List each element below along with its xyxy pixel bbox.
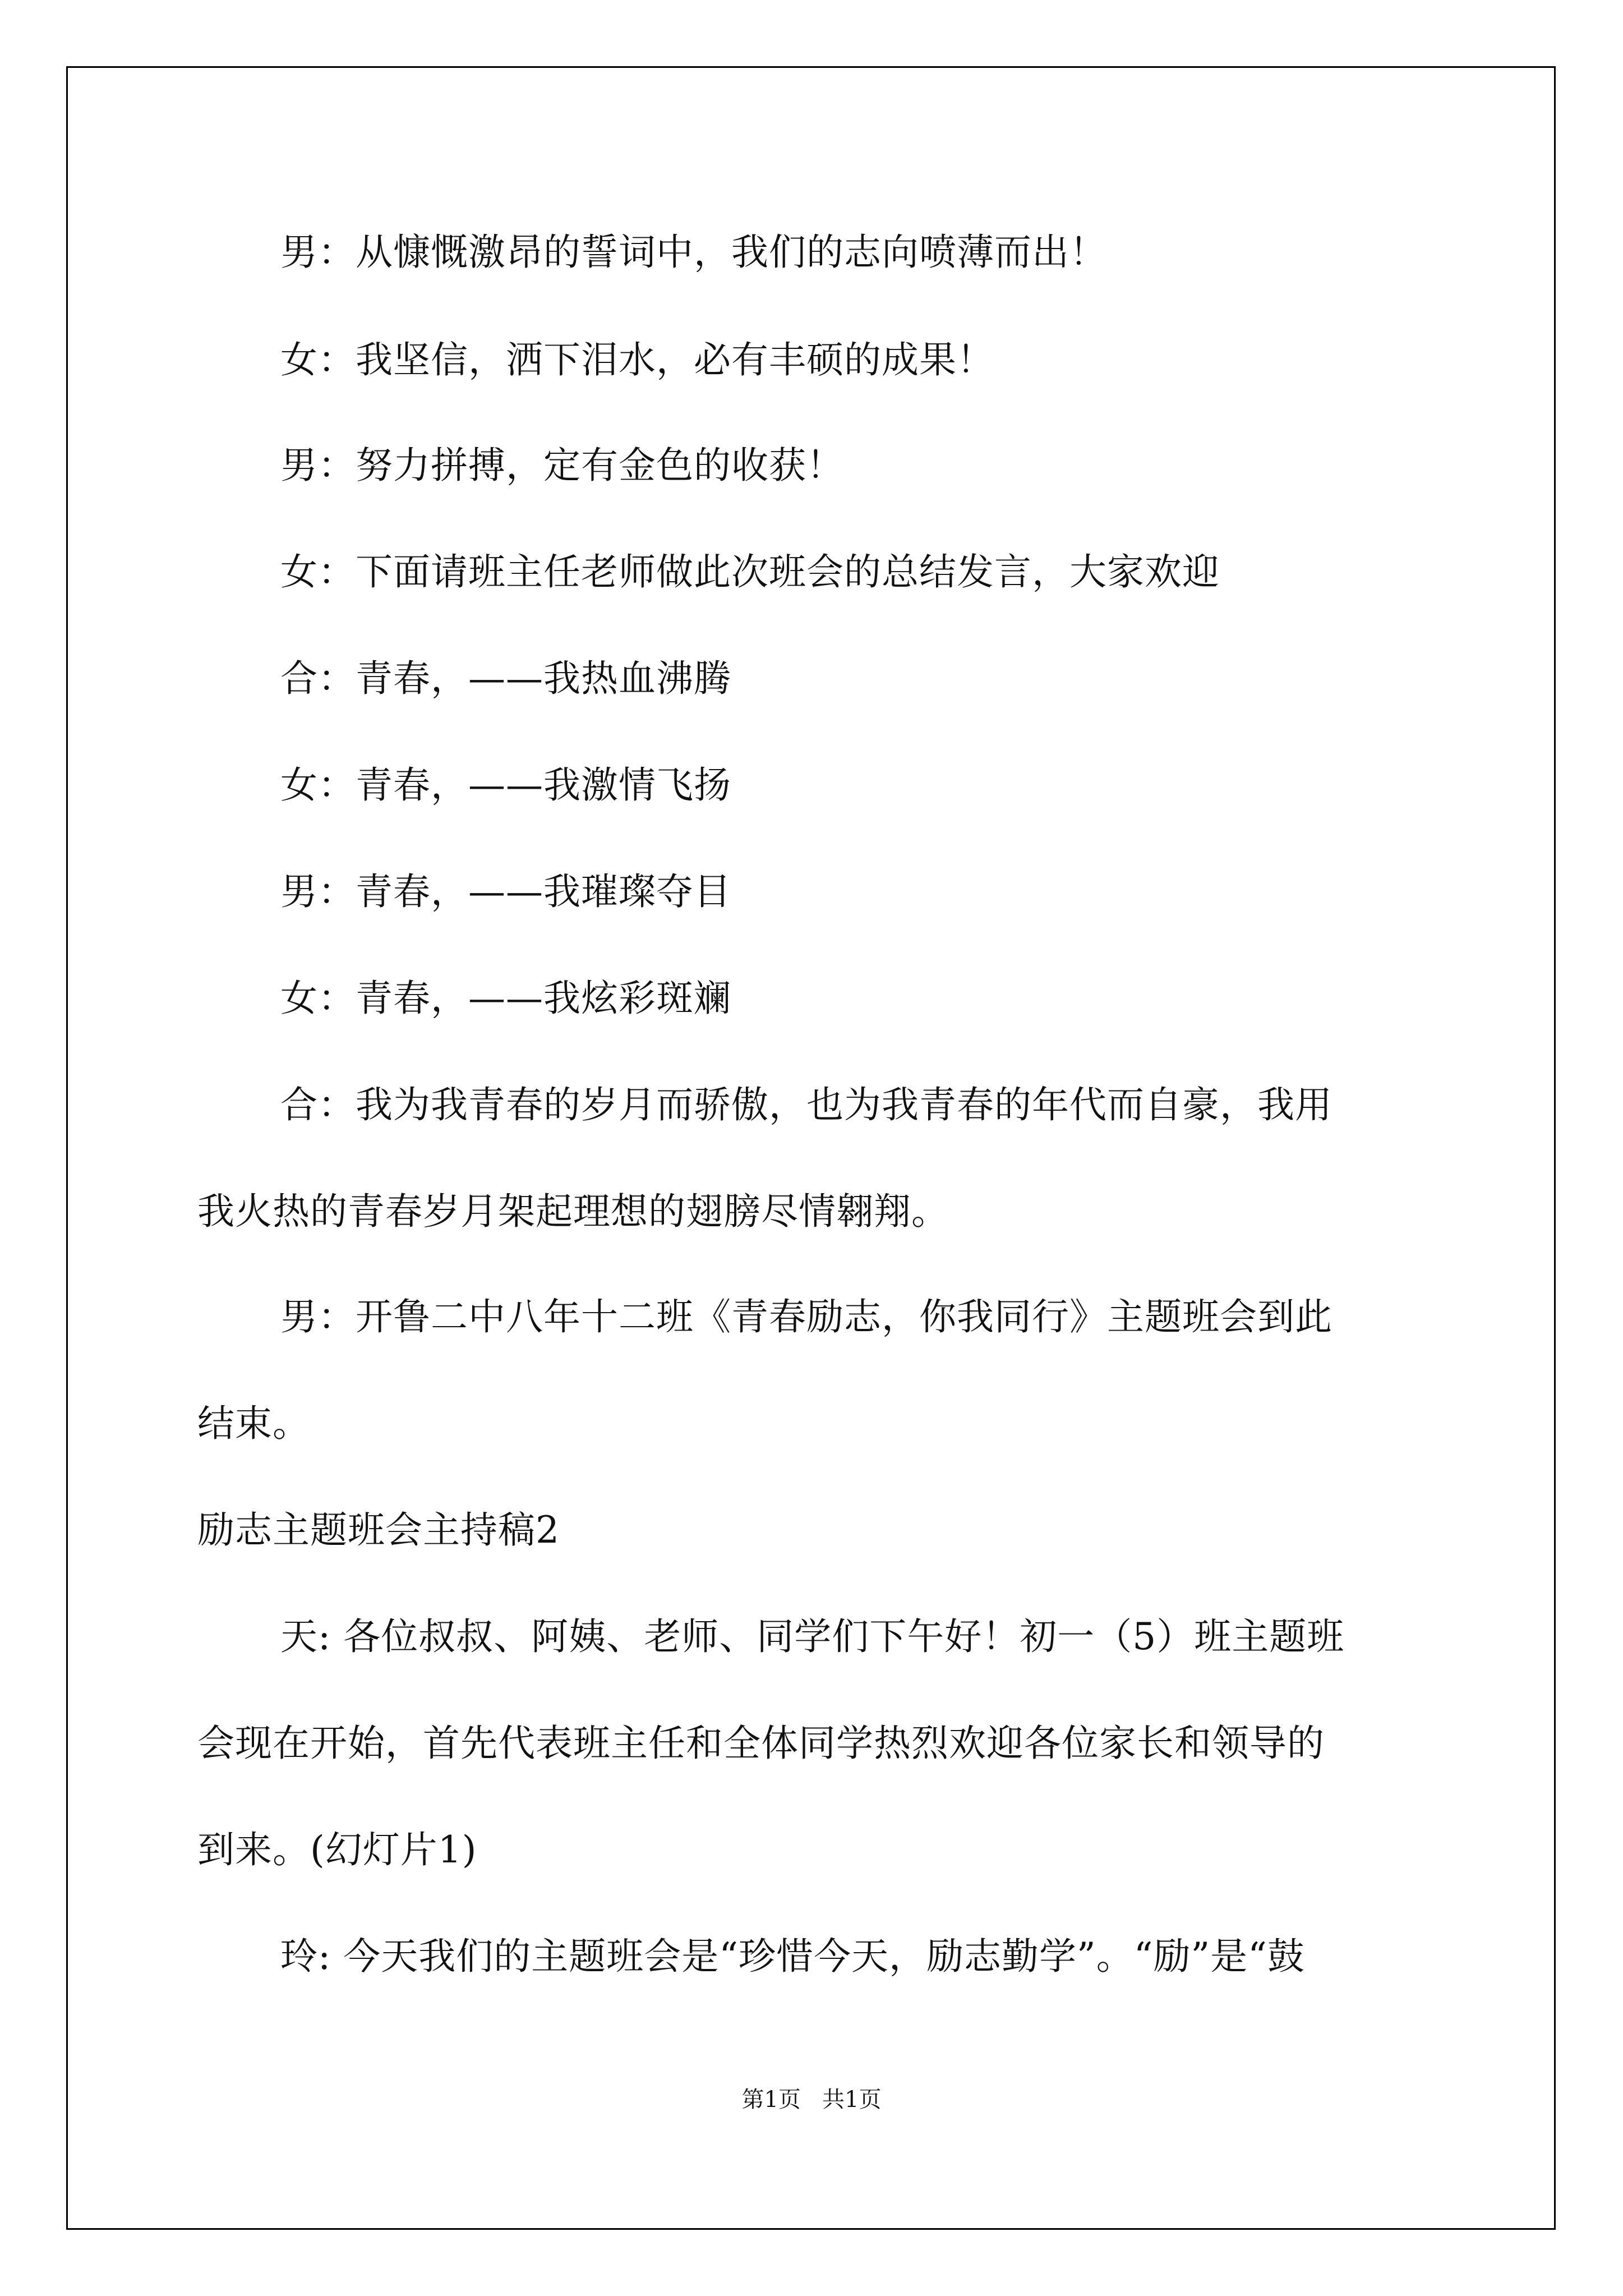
- paragraph-line: 女：我坚信，洒下泪水，必有丰硕的成果！: [280, 338, 994, 381]
- page-footer: 第1页 共1页: [741, 2087, 882, 2113]
- section-heading: 励志主题班会主持稿2: [197, 1508, 560, 1552]
- paragraph-line: 男：青春，——我璀璨夺目: [280, 870, 731, 913]
- paragraph-line: 会现在开始，首先代表班主任和全体同学热烈欢迎各位家长和领导的: [197, 1722, 1325, 1765]
- paragraph-line: 我火热的青春岁月架起理想的翅膀尽情翱翔。: [197, 1190, 949, 1233]
- paragraph-line: 合：我为我青春的岁月而骄傲，也为我青春的年代而自豪，我用: [280, 1083, 1332, 1126]
- paragraph-line: 女：下面请班主任老师做此次班会的总结发言，大家欢迎: [280, 550, 1220, 593]
- paragraph-line: 到来。(幻灯片1): [197, 1828, 477, 1871]
- page-border: [66, 66, 1556, 2230]
- paragraph-line: 结束。: [197, 1402, 310, 1445]
- paragraph-line: 女：青春，——我炫彩斑斓: [280, 977, 731, 1020]
- paragraph-line: 玲: 今天我们的主题班会是“珍惜今天，励志勤学”。“励”是“鼓: [280, 1935, 1305, 1978]
- paragraph-line: 男：从慷慨激昂的誓词中，我们的志向喷薄而出！: [280, 231, 1107, 274]
- paragraph-line: 女：青春，——我激情飞扬: [280, 763, 731, 807]
- paragraph-line: 男：开鲁二中八年十二班《青春励志，你我同行》主题班会到此: [280, 1295, 1332, 1338]
- paragraph-line: 合：青春，——我热血沸腾: [280, 657, 731, 700]
- paragraph-line: 男：努力拼搏，定有金色的收获！: [280, 444, 844, 487]
- paragraph-line: 天: 各位叔叔、阿姨、老师、同学们下午好！初一（5）班主题班: [280, 1615, 1345, 1658]
